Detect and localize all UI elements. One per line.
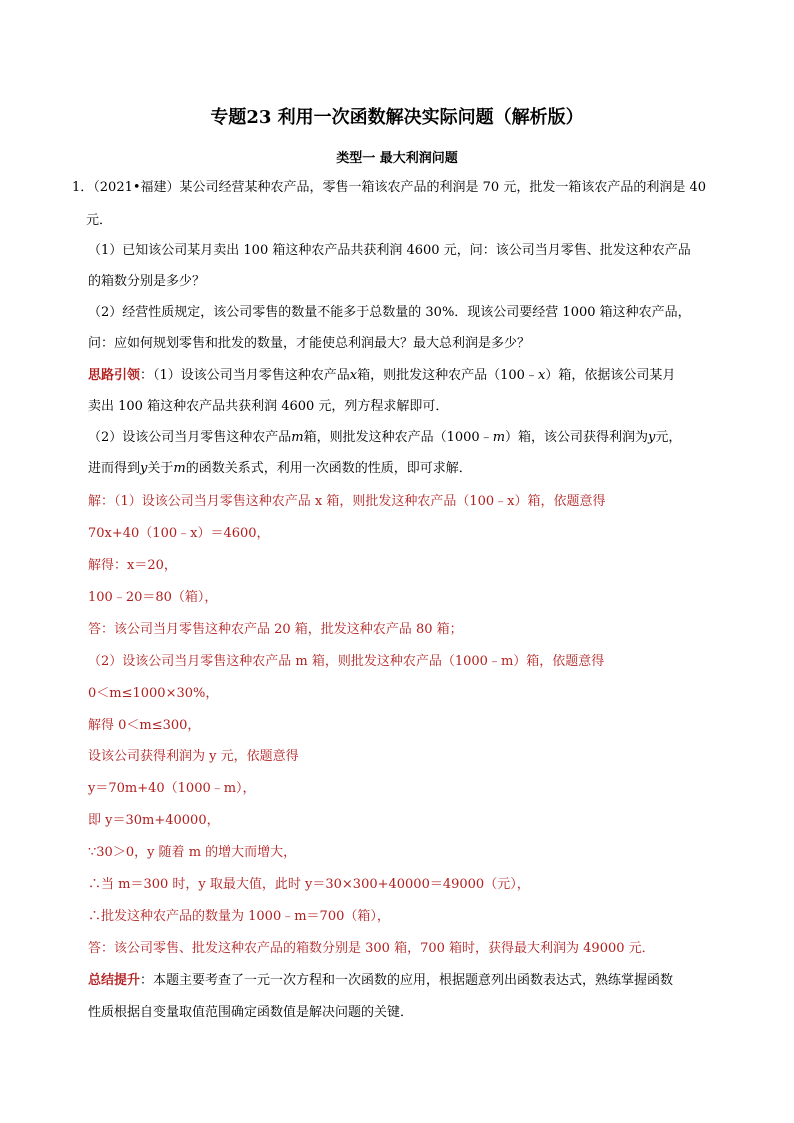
solution-line-6: （2）设该公司当月零售这种农产品 m 箱，则批发这种农产品（1000﹣m）箱，依题意得: [88, 654, 605, 669]
solution-line-14: ∴批发这种农产品的数量为 1000﹣m＝700（箱），: [88, 909, 390, 924]
problem-number: 1．: [72, 180, 94, 195]
problem-line-2: 元．: [86, 213, 113, 228]
page-title: 专题23 利用一次函数解决实际问题（解析版）: [210, 107, 584, 128]
hint-line-2: 卖出 100 箱这种农产品共获利润 4600 元，列方程求解即可．: [88, 399, 449, 414]
question-1-line-1: （1）已知该公司某月卖出 100 箱这种农产品共获利润 4600 元，问：该公司当月零售、批发这种农产品: [88, 243, 691, 258]
solution-line-13: ∴当 m＝300 时，y 取最大值，此时 y＝30×300+40000＝49000（元），: [88, 877, 530, 892]
hint-line-4: 进而得到y关于m的函数关系式，利用一次函数的性质，即可求解．: [88, 461, 472, 476]
hint-line-3: （2）设该公司当月零售这种农产品m箱，则批发这种农产品（1000﹣m）箱，该公司获得利润为y元，: [88, 430, 682, 445]
section-subtitle: 类型一 最大利润问题: [336, 151, 458, 166]
hint-label: 思路引领: [88, 368, 141, 383]
solution-line-11: 即 y＝30m+40000，: [88, 813, 220, 828]
solution-line-2: 70x+40（100﹣x）＝4600，: [88, 526, 270, 541]
question-2-line-1: （2）经营性质规定，该公司零售的数量不能多于总数量的 30%．现该公司要经营 1000 箱这种农产品，: [88, 305, 691, 320]
solution-line-12: ∵30＞0，y 随着 m 的增大而增大，: [88, 845, 297, 860]
solution-line-4: 100﹣20＝80（箱），: [88, 590, 218, 605]
solution-line-7: 0＜m≤1000×30%，: [88, 686, 219, 701]
solution-line-5: 答：该公司当月零售这种农产品 20 箱，批发这种农产品 80 箱；: [88, 622, 463, 637]
question-1-line-2: 的箱数分别是多少？: [88, 274, 206, 289]
solution-line-10: y＝70m+40（1000﹣m），: [88, 781, 256, 796]
summary-line-2: 性质根据自变量取值范围确定函数值是解决问题的关键．: [88, 1005, 414, 1020]
summary-label: 总结提升: [88, 973, 141, 988]
solution-line-1: 解：（1）设该公司当月零售这种农产品 x 箱，则批发这种农产品（100﹣x）箱，依题意得: [88, 494, 606, 509]
hint-line-1: 思路引领：（1）设该公司当月零售这种农产品x箱，则批发这种农产品（100﹣x）箱，依据该公司某月: [88, 368, 676, 383]
question-2-line-2: 问：应如何规划零售和批发的数量，才能使总利润最大？最大总利润是多少？: [88, 336, 531, 351]
solution-line-15: 答：该公司零售、批发这种农产品的箱数分别是 300 箱，700 箱时，获得最大利润为 49000 元．: [88, 941, 655, 956]
solution-line-8: 解得 0＜m≤300，: [88, 718, 201, 733]
solution-line-9: 设该公司获得利润为 y 元，依题意得: [88, 749, 299, 764]
summary-line-1: 总结提升：本题主要考查了一元一次方程和一次函数的应用，根据题意列出函数表达式，熟练掌握函数: [88, 973, 674, 988]
problem-line-1: 1．（2021•福建）某公司经营某种农产品，零售一箱该农产品的利润是 70 元，批发一箱该农产品的利润是 40: [72, 180, 707, 195]
solution-line-3: 解得：x＝20，: [88, 558, 177, 573]
